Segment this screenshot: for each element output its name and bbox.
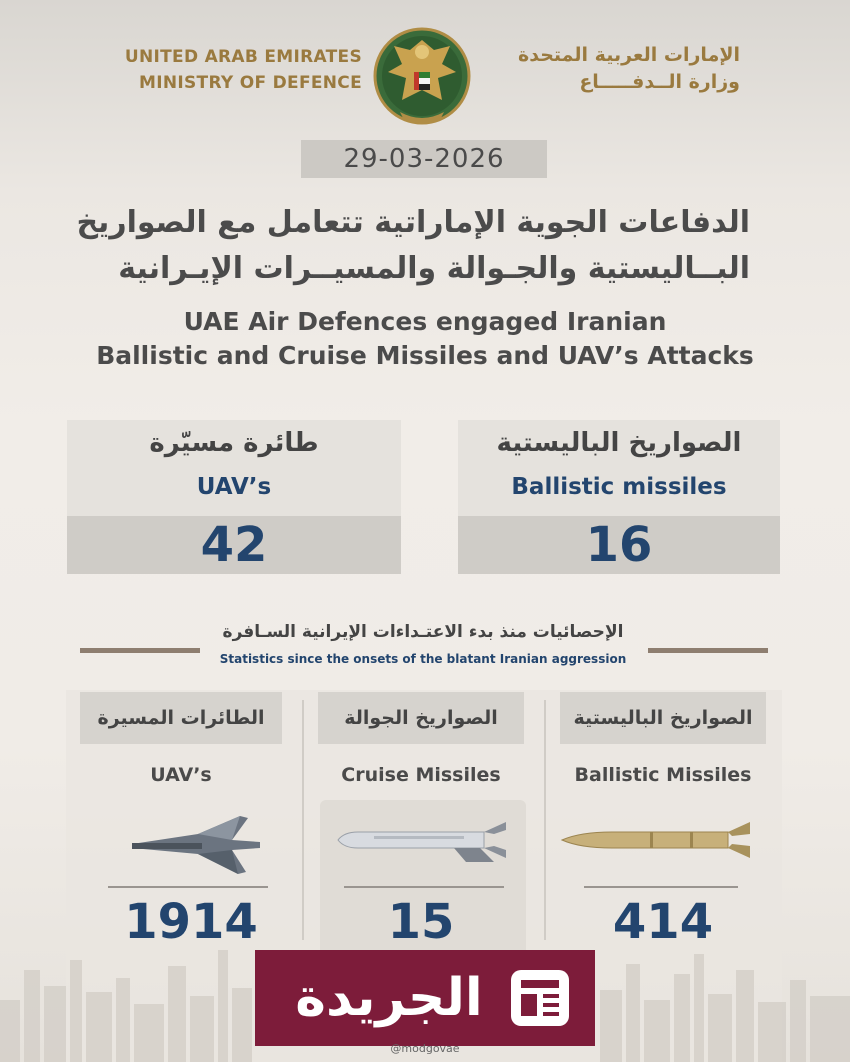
newspaper-watermark-banner: [255, 950, 595, 1046]
ministry-title-en: MINISTRY OF DEFENCE: [139, 73, 362, 93]
ballistic-missile-icon: [560, 820, 756, 860]
stat-card-uav: [67, 420, 401, 574]
drone-icon: [128, 808, 268, 878]
column-subtitle-cruise: Cruise Missiles: [341, 764, 501, 786]
since-heading-en: Statistics since the onsets of the blatant Iranian aggression: [219, 652, 627, 666]
column-header-uav: الطائرات المسيرة: [80, 692, 282, 744]
column-header-cruise: الصواريخ الجوالة: [318, 692, 524, 744]
headline-en-line2: Ballistic and Cruise Missiles and UAV’s Attacks: [96, 341, 754, 370]
column-header-ballistic: الصواريخ الباليستية: [560, 692, 766, 744]
uae-falcon-emblem: [372, 20, 472, 132]
stat-card-ballistic-count: 16: [458, 516, 780, 574]
ministry-country-en: UNITED ARAB EMIRATES: [124, 47, 362, 67]
headline-ar-line2: البــاليستية والجـوالة والمسيــرات الإيـرانية: [118, 251, 750, 286]
headline-ar-line1: الدفاعات الجوية الإماراتية تتعامل مع الصواريخ: [76, 205, 750, 240]
headline-english: [60, 305, 790, 373]
newspaper-watermark-text: الجريدة: [295, 968, 483, 1028]
column-count-ballistic: 414: [612, 894, 714, 950]
stat-card-uav-ar: طائرة مسيّرة: [149, 428, 319, 458]
stat-card-ballistic-ar: الصواريخ الباليستية: [496, 428, 742, 458]
column-count-uav: 1914: [124, 894, 258, 950]
ministry-name-arabic: [480, 42, 740, 96]
social-handle: @modgovae: [390, 1042, 460, 1055]
headline-en-line1: UAE Air Defences engaged Iranian: [183, 307, 667, 336]
cruise-missile-icon: [334, 818, 512, 864]
column-subtitle-ballistic: Ballistic Missiles: [574, 764, 752, 786]
divider-left: [80, 648, 200, 653]
date-badge: 29-03-2026: [301, 140, 547, 178]
ministry-country-ar: الإمارات العربية المتحدة: [518, 44, 740, 66]
newspaper-icon: [507, 966, 573, 1030]
ministry-title-ar: وزارة الــدفـــــاع: [579, 71, 740, 93]
column-subtitle-uav: UAV’s: [150, 764, 212, 786]
column-rule-ballistic: [584, 886, 738, 888]
stat-card-uav-count: 42: [67, 516, 401, 574]
stat-card-uav-en: UAV’s: [196, 474, 272, 500]
headline-arabic: [60, 200, 750, 292]
column-rule-uav: [108, 886, 268, 888]
stat-card-ballistic-en: Ballistic missiles: [511, 474, 727, 500]
divider-right: [648, 648, 768, 653]
stat-card-ballistic: [458, 420, 780, 574]
column-count-cruise: 15: [387, 894, 455, 950]
column-divider-2: [544, 700, 546, 940]
ministry-name-english: [100, 44, 362, 96]
column-divider-1: [302, 700, 304, 940]
since-heading-ar: الإحصائيات منذ بدء الاعتـداءات الإيرانية السـافرة: [222, 622, 624, 642]
column-rule-cruise: [344, 886, 504, 888]
